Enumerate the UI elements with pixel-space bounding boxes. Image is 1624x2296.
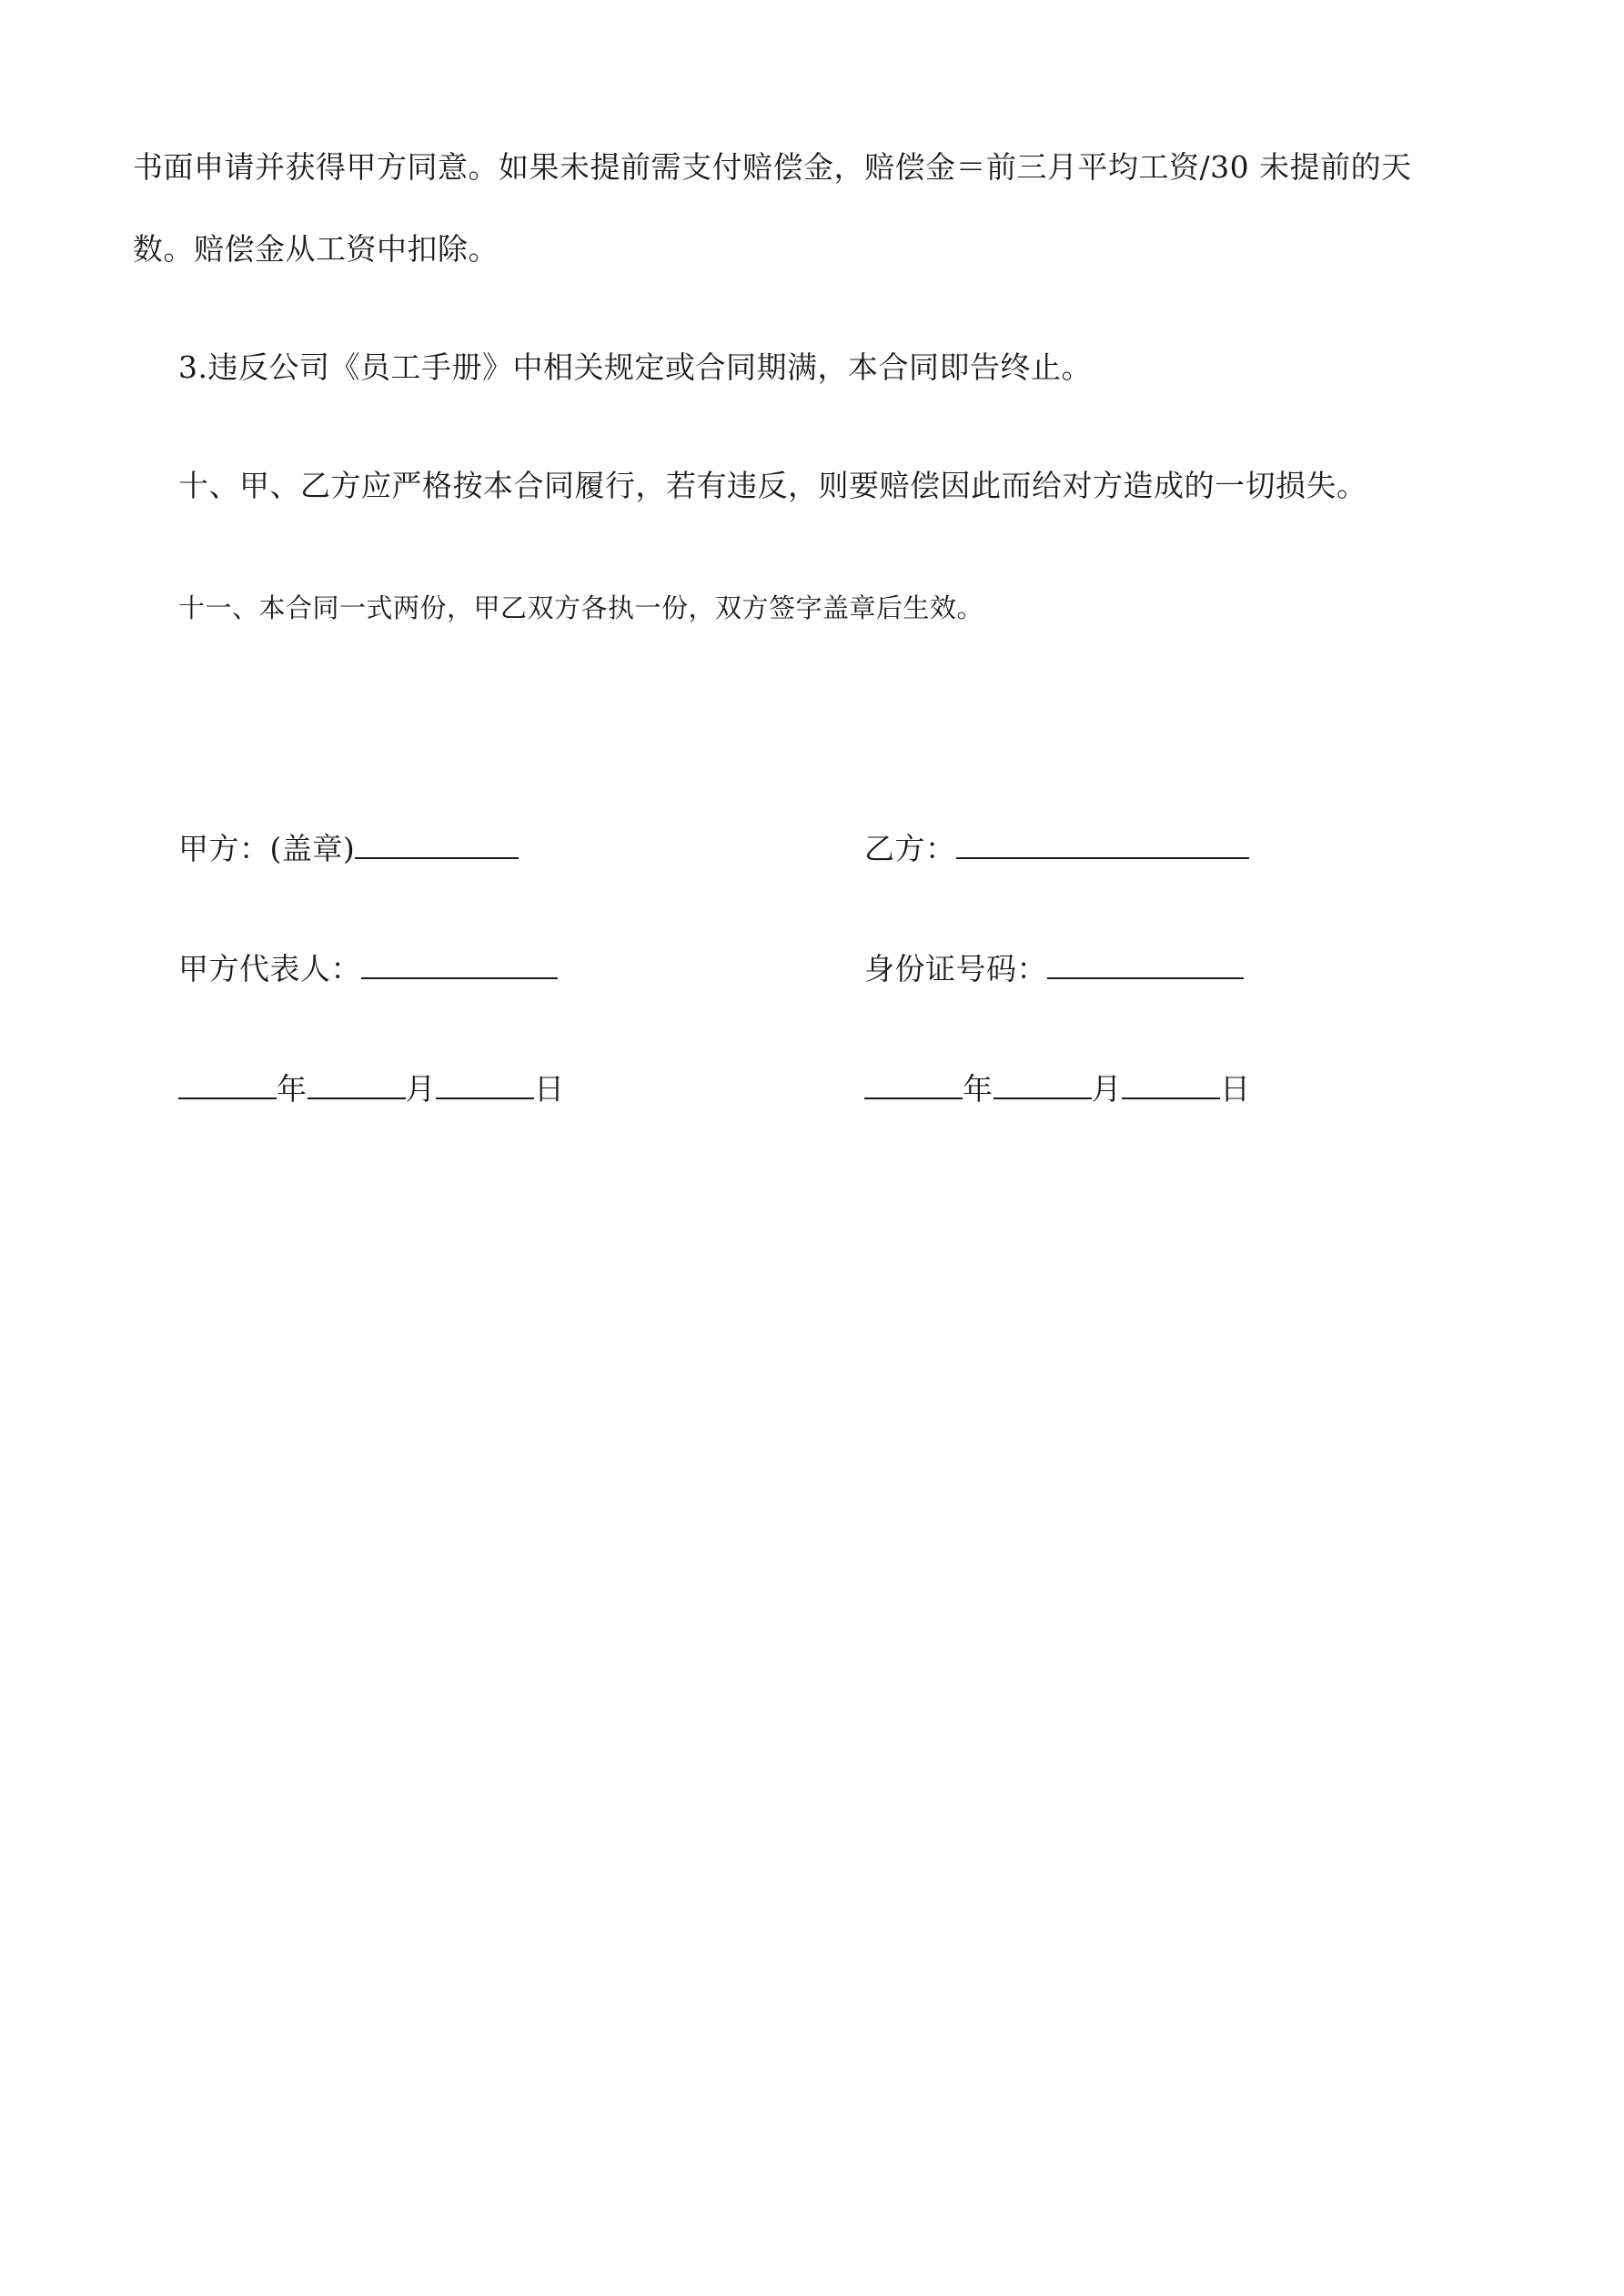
month-blank[interactable] xyxy=(308,1070,406,1099)
party-b-blank[interactable] xyxy=(956,830,1249,859)
year-blank[interactable] xyxy=(178,1070,277,1099)
year-blank[interactable] xyxy=(864,1070,963,1099)
party-a-date-field xyxy=(178,1070,565,1108)
paragraph-line: 书面申请并获得甲方同意。如果未提前需支付赔偿金，赔偿金＝前三月平均工资/30 未提前的天 xyxy=(133,149,1412,185)
party-b-label: 乙方： xyxy=(864,831,956,866)
day-label: 日 xyxy=(534,1071,565,1107)
id-number-field xyxy=(864,950,1244,987)
party-a-label: 甲方：(盖章) xyxy=(178,831,356,866)
party-a-seal-blank[interactable] xyxy=(355,830,519,859)
month-label: 月 xyxy=(405,1071,436,1107)
paragraph-line: 数。赔偿金从工资中扣除。 xyxy=(133,231,499,267)
id-number-label: 身份证号码： xyxy=(864,951,1047,986)
day-blank[interactable] xyxy=(436,1070,534,1099)
clause-11: 十一、本合同一式两份，甲乙双方各执一份，双方签字盖章后生效。 xyxy=(178,592,984,623)
month-label: 月 xyxy=(1091,1071,1122,1107)
termination-item-3: 3.违反公司《员工手册》中相关规定或合同期满，本合同即告终止。 xyxy=(178,349,1092,385)
party-a-representative-field xyxy=(178,950,558,987)
party-b-date-field xyxy=(864,1070,1251,1108)
day-blank[interactable] xyxy=(1122,1070,1220,1099)
year-label: 年 xyxy=(963,1071,994,1107)
month-blank[interactable] xyxy=(994,1070,1092,1099)
clause-10: 十、甲、乙方应严格按本合同履行，若有违反，则要赔偿因此而给对方造成的一切损失。 xyxy=(178,468,1367,503)
year-label: 年 xyxy=(277,1071,308,1107)
party-a-rep-label: 甲方代表人： xyxy=(178,951,361,986)
day-label: 日 xyxy=(1220,1071,1251,1107)
id-number-blank[interactable] xyxy=(1047,950,1244,979)
party-a-seal-field xyxy=(178,830,519,867)
party-b-field xyxy=(864,830,1249,867)
party-a-rep-blank[interactable] xyxy=(361,950,558,979)
